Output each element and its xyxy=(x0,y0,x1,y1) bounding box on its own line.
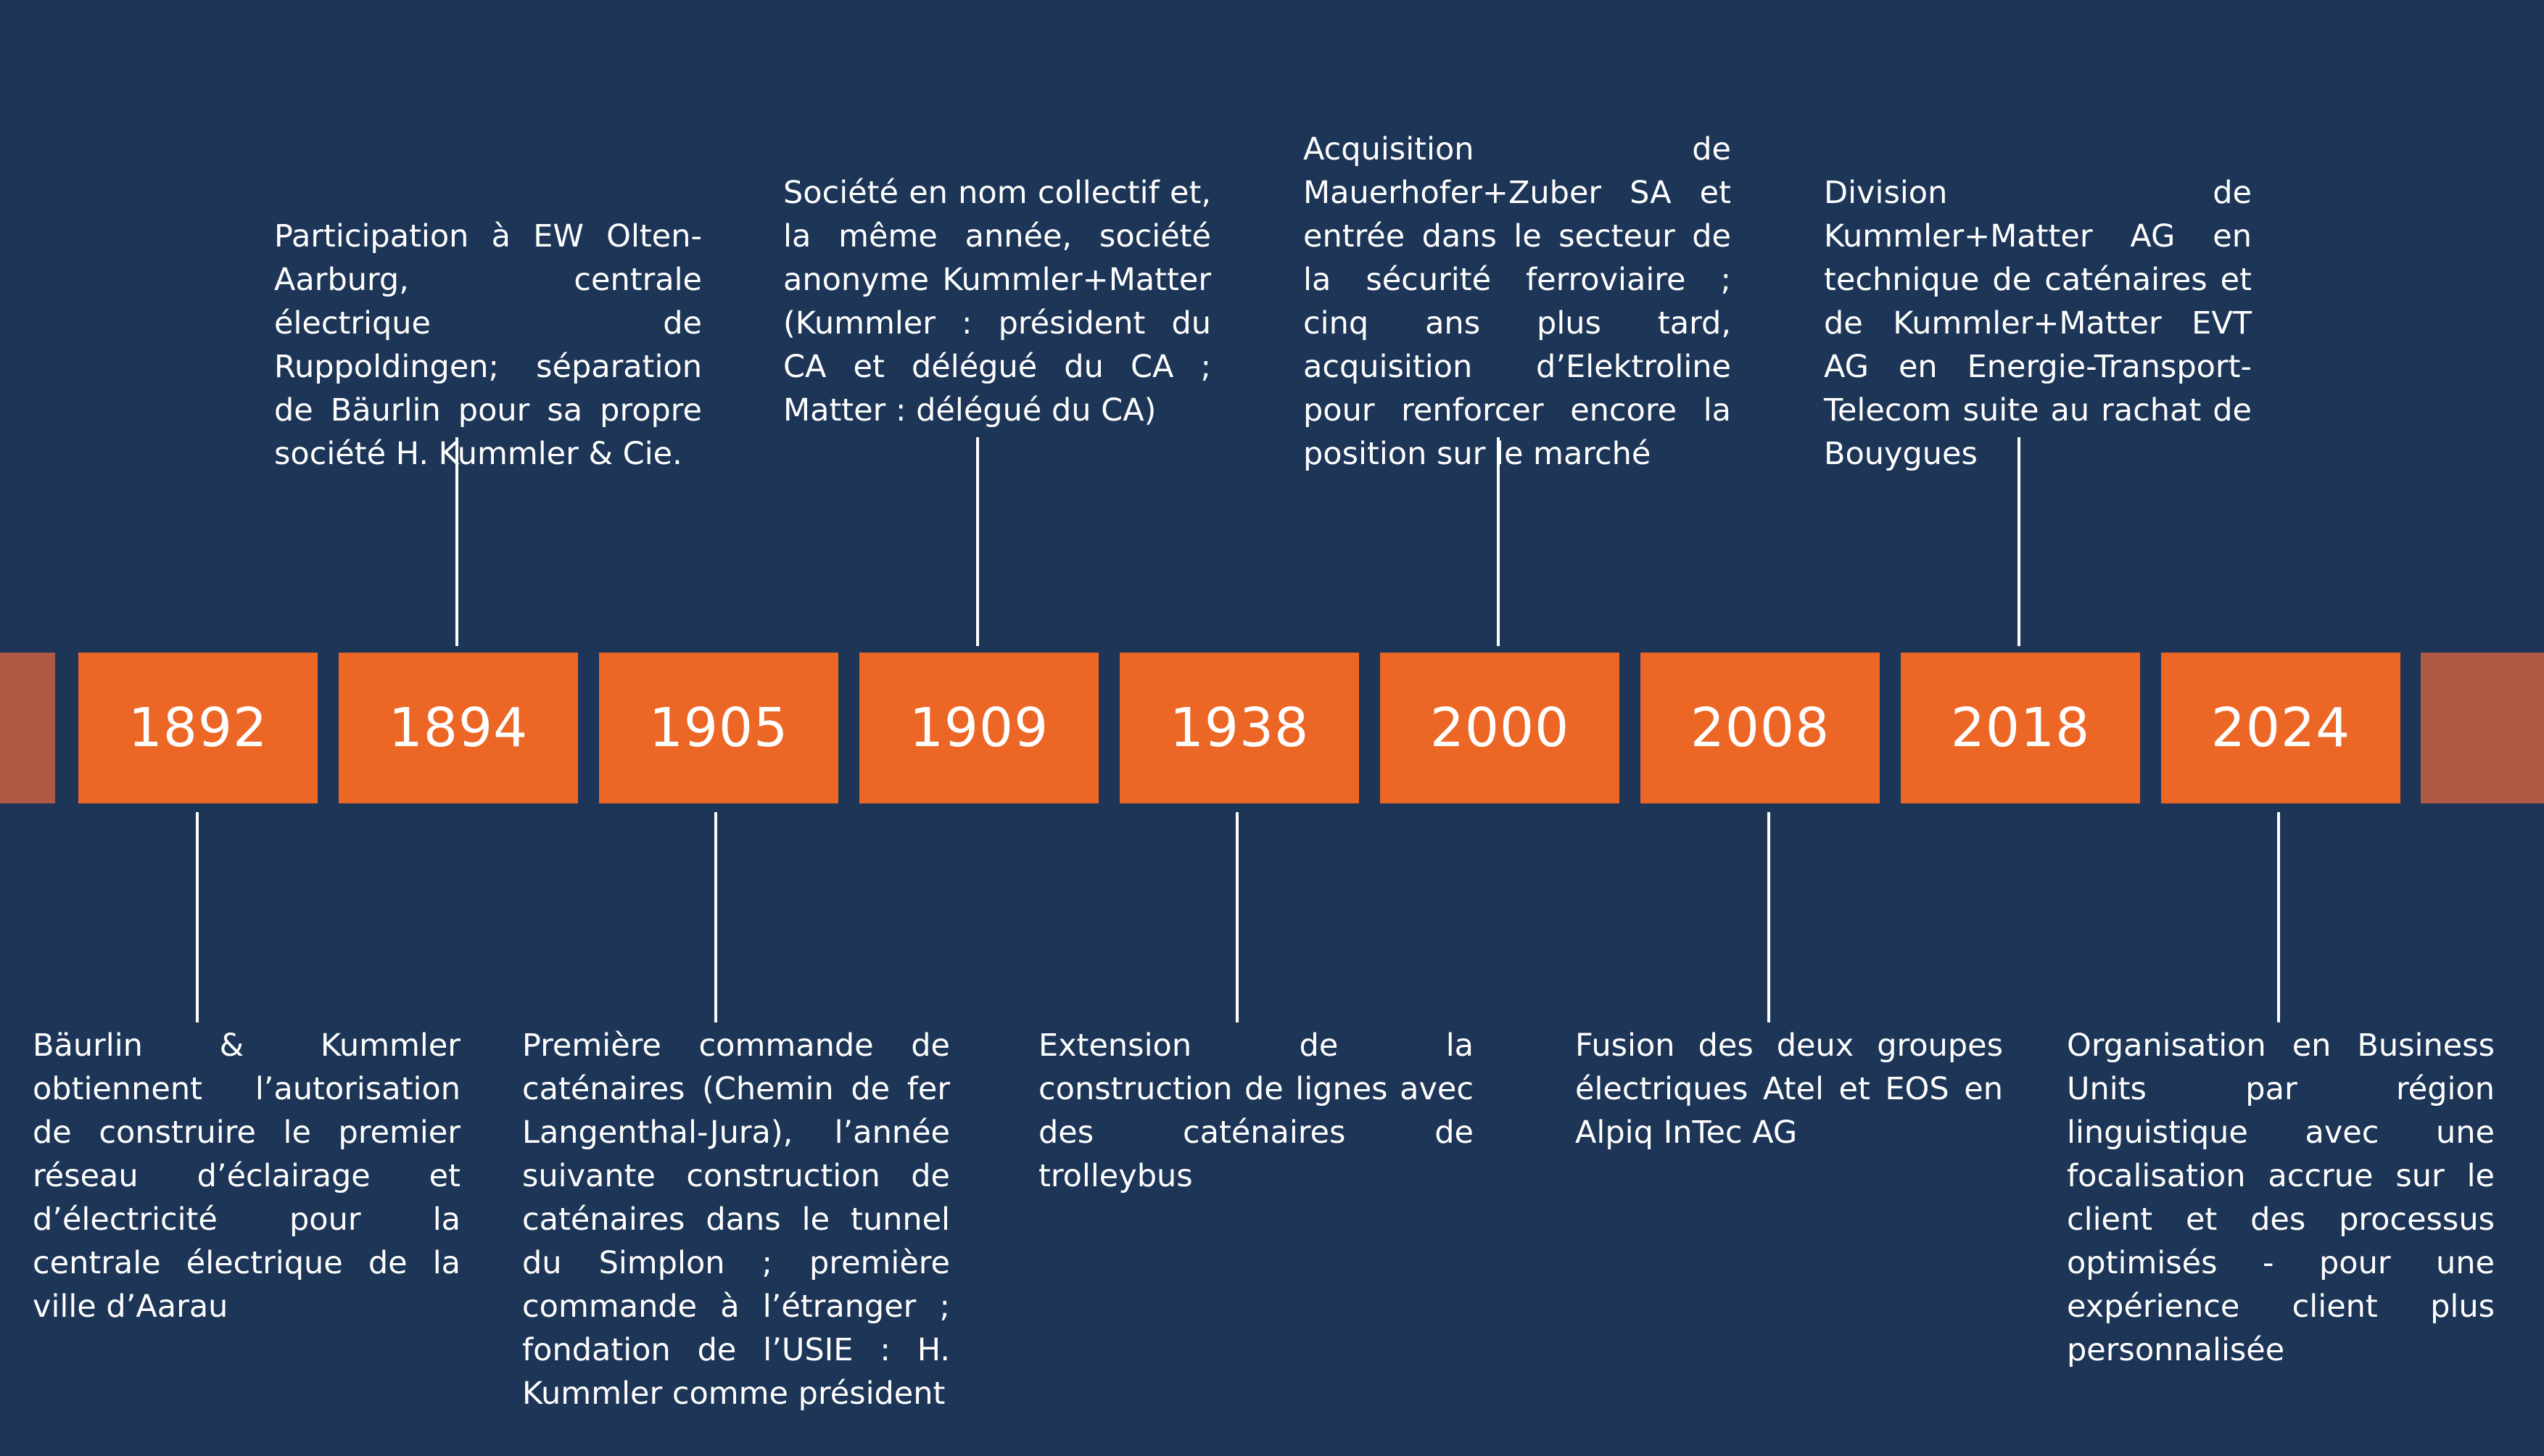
year-box-2008: 2008 xyxy=(1640,653,1880,803)
year-box-1894: 1894 xyxy=(339,653,578,803)
year-box-1905: 1905 xyxy=(599,653,838,803)
connector-1892 xyxy=(196,812,199,1022)
year-box-2000: 2000 xyxy=(1380,653,1619,803)
event-text-2008: Fusion des deux groupes électriques Atel et EOS en Alpiq InTec AG xyxy=(1575,1027,2003,1151)
event-text-1909: Société en nom collectif et, la même année, société anonyme Kummler+Matter (Kummler : président du CA et délégué du CA ; Matter : délégué du CA) xyxy=(783,175,1211,429)
connector-1938 xyxy=(1236,812,1239,1022)
event-text-2024: Organisation en Business Units par région linguistique avec une focalisation accrue sur le client et des processus optimisés - pour une expérience client plus personnalisée xyxy=(2067,1027,2495,1368)
timeline-right-cap xyxy=(2421,653,2544,803)
connector-1909 xyxy=(976,437,979,646)
event-text-1894: Participation à EW Olten-Aarburg, centrale électrique de Ruppoldingen; séparation de Bäurlin pour sa propre société H. Kummler & Cie. xyxy=(274,218,702,472)
year-box-2024: 2024 xyxy=(2161,653,2400,803)
event-text-2000: Acquisition de Mauerhofer+Zuber SA et entrée dans le secteur de la sécurité ferroviaire ; cinq ans plus tard, acquisition d’Elektroline pour renforcer encore la position sur le marché xyxy=(1303,131,1731,472)
event-text-1938: Extension de la construction de lignes avec des caténaires de trolleybus xyxy=(1038,1027,1474,1194)
year-box-2018: 2018 xyxy=(1901,653,2140,803)
year-box-1909: 1909 xyxy=(859,653,1099,803)
timeline-left-cap xyxy=(0,653,55,803)
event-text-1905: Première commande de caténaires (Chemin de fer Langenthal-Jura), l’année suivante construction de caténaires dans le tunnel du Simplon ; première commande à l’étranger ; fondation de l’USIE : H. Kummler comme président xyxy=(522,1027,950,1412)
connector-2024 xyxy=(2277,812,2280,1022)
event-text-2018: Division de Kummler+Matter AG en technique de caténaires et de Kummler+Matter EVT AG en Energie-Transport-Telecom suite au rachat de Bouygues xyxy=(1824,175,2252,472)
year-box-1938: 1938 xyxy=(1120,653,1359,803)
connector-1905 xyxy=(714,812,717,1022)
year-box-1892: 1892 xyxy=(78,653,318,803)
connector-2008 xyxy=(1767,812,1770,1022)
event-text-1892: Bäurlin & Kummler obtiennent l’autorisation de construire le premier réseau d’éclairage et d’électricité pour la centrale électrique de la ville d’Aarau xyxy=(33,1027,461,1325)
